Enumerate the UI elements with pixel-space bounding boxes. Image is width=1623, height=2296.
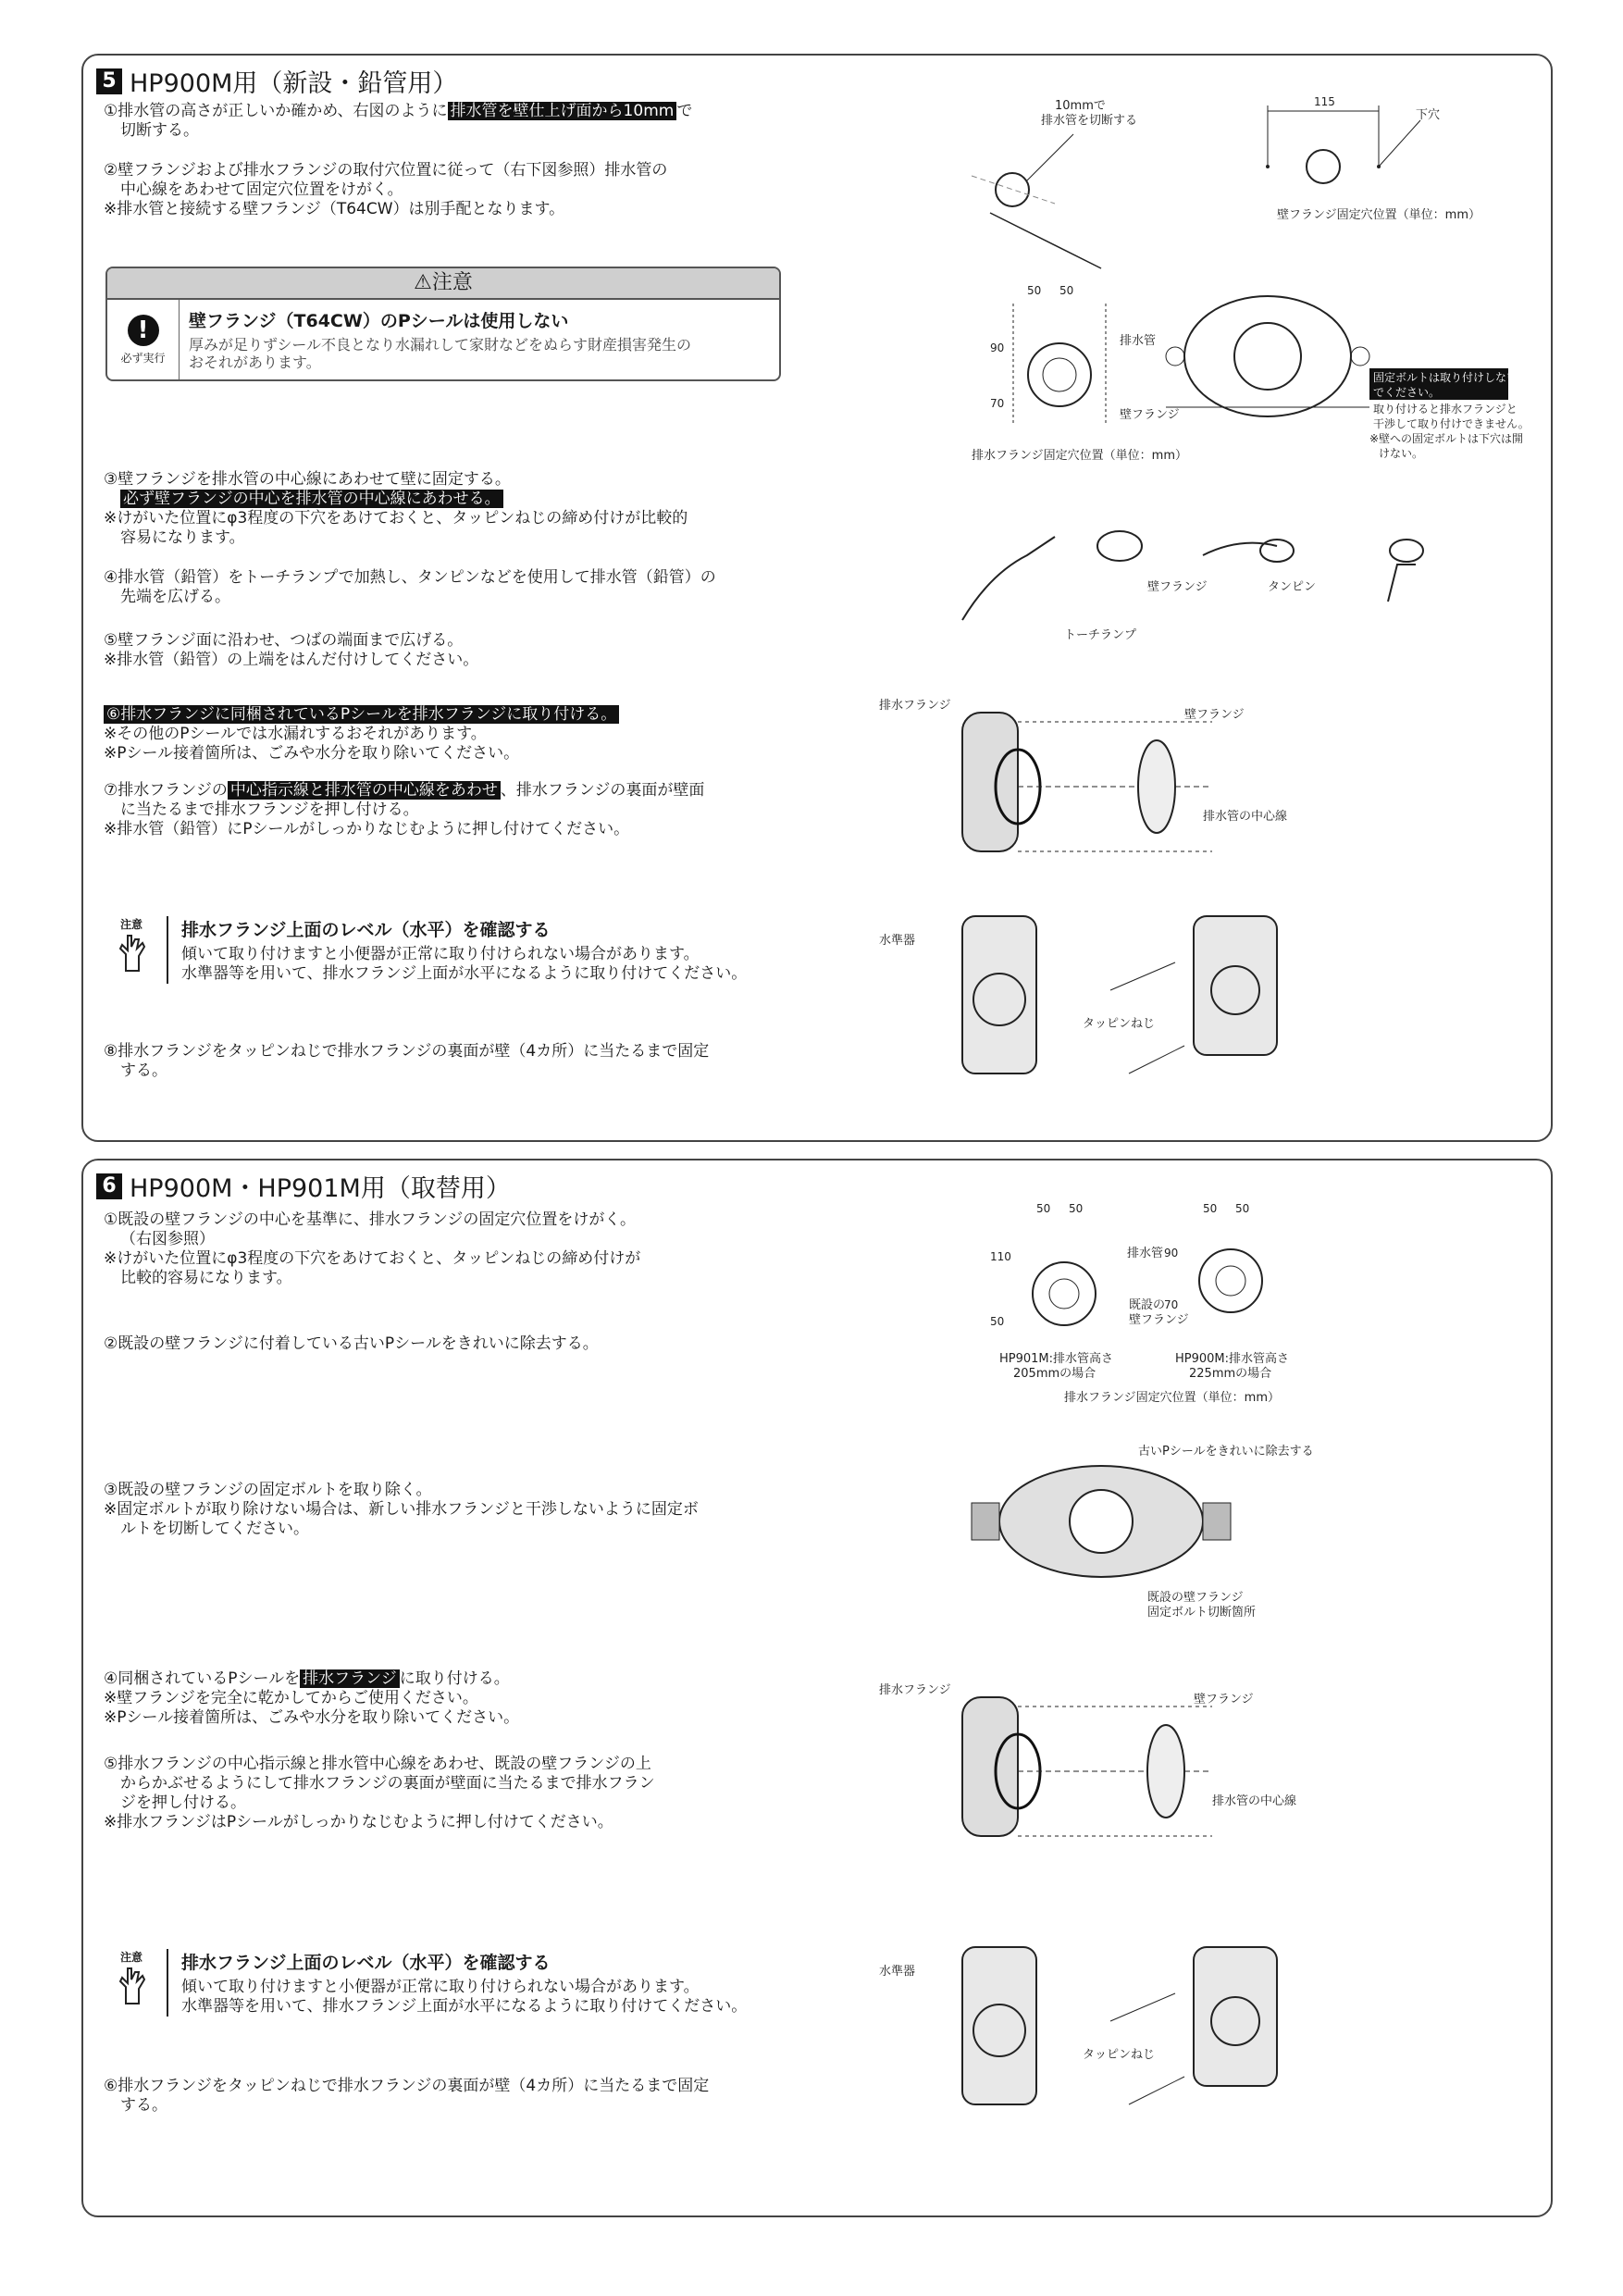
centerline-label: 排水管の中心線: [1212, 1794, 1297, 1808]
section-number-badge: 6: [96, 1173, 122, 1199]
torch-figure: [925, 500, 1443, 648]
step-4: [104, 568, 788, 607]
dim-label: 50: [1059, 284, 1074, 297]
pointing-hand-icon: [105, 916, 157, 984]
step-text: 、排水フランジの裏面が壁面: [500, 781, 705, 800]
bolt-note-text: けない。: [1379, 447, 1424, 460]
level-label: 水準器: [879, 1965, 916, 1979]
step-text: に取り付ける。: [399, 1669, 510, 1688]
mandatory-icon: ! 必ず実行: [107, 300, 180, 379]
step-5: [104, 1755, 788, 1832]
figure-caption: 壁フランジ固定穴位置（単位：mm）: [1277, 208, 1481, 222]
step-1: [104, 1210, 788, 1288]
bolt-note-text: でください。: [1373, 386, 1441, 399]
centerline-label: 排水管の中心線: [1203, 810, 1288, 824]
existing-flange-label: 壁フランジ: [1129, 1313, 1189, 1327]
pipe-label: 排水管: [1127, 1247, 1164, 1260]
step-7: [104, 781, 788, 839]
highlight-text: 排水管を壁仕上げ面から10mm: [448, 102, 677, 120]
section-heading: HP900M用（新設・鉛管用）: [130, 69, 458, 98]
caution-header: ⚠注意: [107, 268, 779, 300]
step-text: ③壁フランジを排水管の中心線にあわせて壁に固定する。: [104, 470, 511, 489]
replace-hole-figure: [898, 1198, 1342, 1410]
step-text: ②既設の壁フランジに付着している古いPシールをきれいに除去する。: [104, 1334, 599, 1353]
flange-position-figure: [898, 278, 1188, 463]
caution-title: 壁フランジ（T64CW）のPシールは使用しない: [189, 311, 569, 331]
attention-title: 排水フランジ上面のレベル（水平）を確認する: [181, 920, 551, 940]
wall-flange-label: 壁フランジ: [1147, 580, 1208, 594]
step-note: ルトを切断してください。: [120, 1520, 309, 1538]
level-screw-figure: [879, 1938, 1342, 2123]
step-note: ※けがいた位置にφ3程度の下穴をあけておくと、タッピンねじの締め付けが: [104, 1249, 641, 1268]
attention-text: 水準器等を用いて、排水フランジ上面が水平になるように取り付けてください。: [181, 1997, 748, 2016]
step-note: ※Pシール接着箇所は、ごみや水分を取り除いてください。: [104, 1708, 520, 1727]
step-1: [104, 102, 788, 141]
bolt-note-text: 干渉して取り付けできません。: [1373, 417, 1530, 430]
step-text: ⑥排水フランジをタッピンねじで排水フランジの裏面が壁（4カ所）に当たるまで固定: [104, 2077, 710, 2095]
dim-label: 90: [1164, 1247, 1179, 1260]
attention-block: [105, 1949, 747, 2017]
bolt-cut-label: 固定ボルト切断箇所: [1147, 1606, 1257, 1620]
section-5-title: [96, 63, 457, 99]
caution-box: [105, 267, 781, 381]
step-3: [104, 1481, 788, 1539]
drain-flange-figure: [879, 694, 1305, 879]
attention-title: 排水フランジ上面のレベル（水平）を確認する: [181, 1953, 551, 1973]
step-note: ※Pシール接着箇所は、ごみや水分を取り除いてください。: [104, 744, 520, 763]
step-note: 比較的容易になります。: [120, 1269, 292, 1287]
step-6: [104, 705, 788, 763]
drain-flange-label: 排水フランジ: [879, 699, 951, 713]
hp900-label: HP900M:排水管高さ: [1175, 1352, 1290, 1366]
section-6-title: [96, 1168, 511, 1204]
tampin-label: タンピン: [1268, 580, 1317, 594]
dim-label: 50: [1036, 1202, 1051, 1215]
section-5: [81, 54, 1553, 1142]
attention-label: 注意: [119, 1951, 142, 1964]
step-text: する。: [120, 2096, 167, 2115]
highlight-text: 必ず壁フランジの中心を排水管の中心線にあわせる。: [120, 490, 503, 508]
step-note: ※排水管と接続する壁フランジ（T64CW）は別手配となります。: [104, 200, 565, 218]
step-note: ※その他のPシールでは水漏れするおそれがあります。: [104, 725, 487, 743]
step-text: ④同梱されているPシールを: [104, 1669, 301, 1688]
step-3: [104, 470, 788, 548]
step-note: ※排水フランジはPシールがしっかりなじむように押し付けてください。: [104, 1813, 613, 1831]
step-text: ⑤排水フランジの中心指示線と排水管中心線をあわせ、既設の壁フランジの上: [104, 1755, 651, 1773]
step-note: ※けがいた位置にφ3程度の下穴をあけておくと、タッピンねじの締め付けが比較的: [104, 509, 688, 527]
step-text: （右図参照）: [120, 1230, 215, 1248]
attention-text: 水準器等を用いて、排水フランジ上面が水平になるように取り付けてください。: [181, 964, 748, 983]
dim-label: 50: [1069, 1202, 1084, 1215]
step-note: ※排水管（鉛管）の上端をはんだ付けしてください。: [104, 651, 479, 669]
step-note: ※固定ボルトが取り除けない場合は、新しい排水フランジと干渉しないように固定ボ: [104, 1500, 699, 1519]
cut-label: 排水管を切断する: [1041, 114, 1138, 128]
step-text: ④排水管（鉛管）をトーチランプで加熱し、タンピンなどを使用して排水管（鉛管）の: [104, 568, 716, 587]
level-label: 水準器: [879, 934, 916, 948]
step-text: ⑧排水フランジをタッピンねじで排水フランジの裏面が壁（4カ所）に当たるまで固定: [104, 1042, 710, 1061]
caution-text: おそれがあります。: [189, 354, 321, 371]
step-text: ①既設の壁フランジの中心を基準に、排水フランジの固定穴位置をけがく。: [104, 1210, 637, 1229]
wall-flange-label: 壁フランジ: [1184, 708, 1245, 722]
step-note: 容易になります。: [120, 528, 245, 547]
drain-flange-figure: [879, 1679, 1305, 1864]
highlight-text: ⑥排水フランジに同梱されているPシールを排水フランジに取り付ける。: [104, 705, 619, 724]
step-text: ③既設の壁フランジの固定ボルトを取り除く。: [104, 1481, 432, 1499]
step-text: する。: [120, 1061, 167, 1080]
wall-flange-label: 壁フランジ: [1194, 1693, 1254, 1706]
pipe-label: 排水管: [1120, 334, 1157, 348]
bolt-note-text: ※壁への固定ボルトは下穴は開: [1369, 432, 1524, 445]
dim-label: 50: [1027, 284, 1042, 297]
dim-label: 50: [1203, 1202, 1218, 1215]
dim-label: 90: [990, 341, 1005, 354]
pointing-hand-icon: [105, 1949, 157, 2017]
icon-label: 必ず実行: [120, 351, 166, 365]
step-text: ジを押し付ける。: [120, 1793, 246, 1812]
step-4: [104, 1669, 788, 1728]
bolt-note: [1369, 368, 1555, 479]
old-seal-label: 古いPシールをきれいに除去する: [1138, 1445, 1314, 1458]
wall-flange-label: 壁フランジ: [1120, 408, 1180, 422]
dim-label: 110: [990, 1250, 1011, 1263]
attention-block: [105, 916, 747, 984]
step-6: [104, 2077, 788, 2116]
hp900-label: 225mmの場合: [1189, 1367, 1272, 1381]
bolt-cut-label: 既設の壁フランジ: [1147, 1591, 1244, 1605]
hp901-label: HP901M:排水管高さ: [999, 1352, 1114, 1366]
step-text: で: [676, 102, 693, 120]
screw-label: タッピンねじ: [1083, 1017, 1156, 1031]
attention-label: 注意: [119, 918, 142, 931]
dim-label: 50: [990, 1315, 1005, 1328]
step-text: ①排水管の高さが正しいか確かめ、右図のように: [104, 102, 448, 120]
section-number-badge: 5: [96, 68, 122, 94]
old-seal-figure: [953, 1438, 1342, 1623]
step-note: ※壁フランジを完全に乾かしてからご使用ください。: [104, 1689, 478, 1707]
attention-text: 傾いて取り付けますと小便器が正常に取り付けられない場合があります。: [181, 1978, 700, 1996]
step-text: ⑤壁フランジ面に沿わせ、つばの端面まで広げる。: [104, 631, 464, 650]
torch-label: トーチランプ: [1064, 628, 1137, 642]
figure-caption: 排水フランジ固定穴位置（単位：mm）: [972, 449, 1188, 463]
drain-flange-label: 排水フランジ: [879, 1683, 951, 1697]
hole-position-figure: [1240, 93, 1481, 241]
dim-label: 70: [990, 397, 1005, 410]
step-text: 切断する。: [120, 121, 199, 140]
level-screw-figure: [879, 907, 1342, 1092]
section-6: [81, 1159, 1553, 2217]
pipe-cut-figure: [935, 93, 1138, 231]
dim-label: 50: [1235, 1202, 1250, 1215]
existing-flange-label: 既設の: [1129, 1298, 1166, 1312]
caution-text: 厚みが足りずシール不良となり水漏れして家財などをぬらす財産損害発生の: [189, 336, 692, 354]
highlight-text: 中心指示線と排水管の中心線をあわせ: [228, 781, 501, 800]
cut-label: 10mmで: [1055, 99, 1106, 113]
step-5: [104, 631, 788, 670]
step-text: からかぶせるようにして排水フランジの裏面が壁面に当たるまで排水フラン: [120, 1774, 655, 1793]
step-text: ②壁フランジおよび排水フランジの取付穴位置に従って（右下図参照）排水管の: [104, 161, 668, 180]
section-heading: HP900M・HP901M用（取替用）: [130, 1174, 511, 1203]
hp901-label: 205mmの場合: [1013, 1367, 1096, 1381]
highlight-text: 排水フランジ: [300, 1669, 400, 1688]
step-text: 先端を広げる。: [120, 588, 230, 606]
dim-label: 70: [1164, 1298, 1179, 1311]
pilot-hole-label: 下穴: [1416, 108, 1441, 122]
wall-flange-figure: [1147, 278, 1388, 463]
figure-caption: 排水フランジ固定穴位置（単位：mm）: [1064, 1391, 1281, 1405]
bolt-note-text: 取り付けると排水フランジと: [1373, 403, 1518, 416]
dim-115: 115: [1314, 95, 1335, 108]
bolt-note-text: 固定ボルトは取り付けしない: [1373, 371, 1518, 384]
step-2: [104, 1334, 788, 1354]
step-2: [104, 161, 788, 219]
screw-label: タッピンねじ: [1083, 2048, 1156, 2062]
attention-text: 傾いて取り付けますと小便器が正常に取り付けられない場合があります。: [181, 945, 700, 963]
step-text: に当たるまで排水フランジを押し付ける。: [120, 800, 419, 819]
step-text: ⑦排水フランジの: [104, 781, 228, 800]
step-8: [104, 1042, 788, 1081]
caution-heading: 注意: [431, 271, 473, 294]
step-text: 中心線をあわせて固定穴位置をけがく。: [120, 180, 403, 199]
step-note: ※排水管（鉛管）にPシールがしっかりなじむように押し付けてください。: [104, 820, 630, 838]
